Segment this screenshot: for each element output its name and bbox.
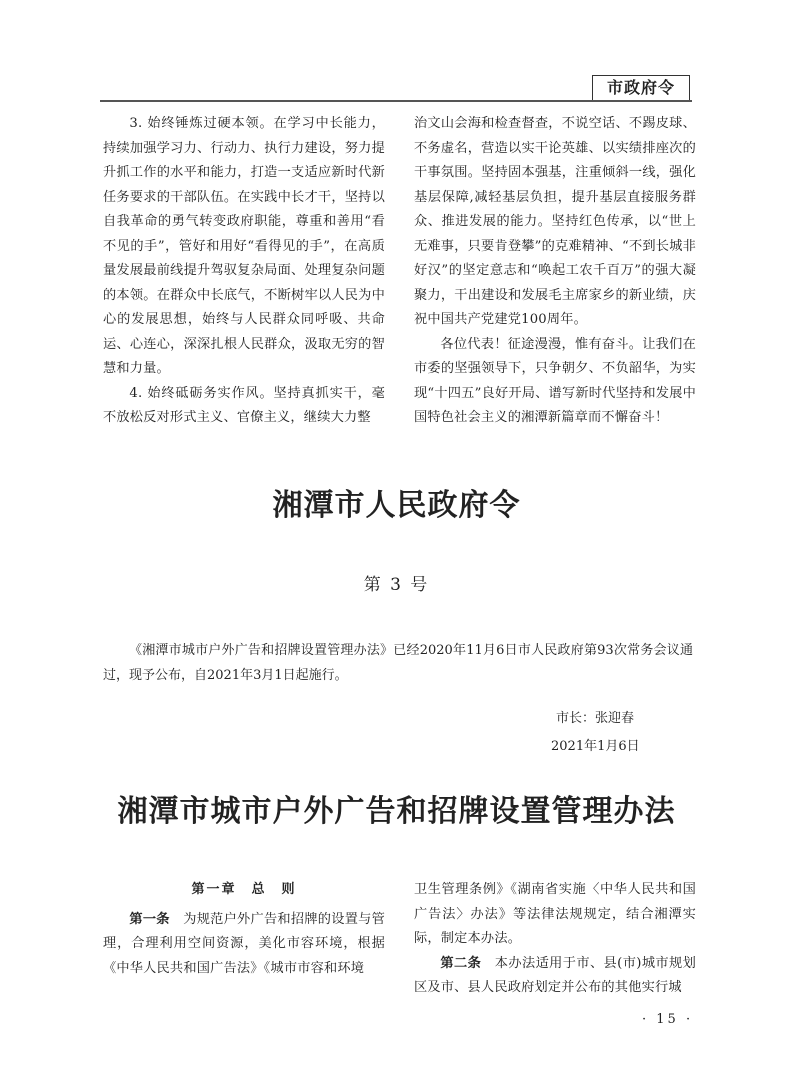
article-1-lead: 第一条	[129, 911, 170, 927]
article-2	[414, 952, 696, 1001]
decree-number: 第 3 号	[363, 575, 430, 595]
decree-announcement	[103, 638, 693, 688]
regulation-left-column	[103, 878, 385, 981]
article-2-lead: 第二条	[440, 955, 482, 971]
left-paragraph-2: 4. 始终砥砺务实作风。坚持真抓实干，毫不放松反对形式主义、官僚主义，继续大力整	[103, 385, 385, 425]
announcement-text: 《湘潭市城市户外广告和招牌设置管理办法》已经2020年11月6日市人民政府第93次常务会议通过，现予公布，自2021年3月1日起施行。	[103, 643, 693, 683]
decree-signer: 市长：张迎春	[556, 711, 635, 726]
decree-title: 湘潭市人民政府令	[272, 488, 521, 523]
regulation-title: 湘潭市城市户外广告和招牌设置管理办法	[117, 794, 676, 829]
right-paragraph-1: 治文山会海和检查督查，不说空话、不踢皮球、不务虚名，营造以实干论英雄、以实绩排座次的干事氛围。坚持固本强基，注重倾斜一线，强化基层保障,减轻基层负担，提升基层直接服务群众、推进发展的能力。坚持红色传承，以“世上无难事，只要肯登攀”的克难精神、“不到长城非好汉”的坚定意志和“唤起工农千百万”的强大凝聚力，干出建设和发展毛主席家乡的新业绩，庆祝中国共产党建党100周年。	[414, 116, 696, 327]
left-paragraph-1: 3. 始终锤炼过硬本领。在学习中长能力，持续加强学习力、行动力、执行力建设，努力提升抓工作的水平和能力，打造一支适应新时代新任务要求的干部队伍。在实践中长才干，坚持以自我革命的勇气转变政府职能，尊重和善用“看不见的手”，管好和用好“看得见的手”，在高质量发展最前线提升驾驭复杂局面、处理复杂问题的本领。在群众中长底气，不断树牢以人民为中心的发展思想，始终与人民群众同呼吸、共命运、心连心，深深扎根人民群众，汲取无穷的智慧和力量。	[103, 116, 385, 376]
right-paragraph-2: 各位代表！征途漫漫，惟有奋斗。让我们在市委的坚强领导下，只争朝夕、不负韶华，为实现“十四五”良好开局、谱写新时代坚持和发展中国特色社会主义的湘潭新篇章而不懈奋斗！	[414, 336, 696, 425]
article-1-continued: 卫生管理条例》《湖南省实施〈中华人民共和国广告法〉办法》等法律法规规定，结合湘潭实际，制定本办法。	[414, 882, 696, 946]
left-column	[103, 112, 385, 431]
article-1	[103, 908, 385, 982]
regulation-right-column	[414, 878, 696, 1001]
right-column	[414, 112, 696, 431]
article-2-text: 本办法适用于市、县(市)城市规划区及市、县人民政府划定并公布的其他实行城	[414, 955, 697, 995]
decree-date: 2021年1月6日	[551, 739, 640, 754]
chapter-title: 第一章 总 则	[191, 882, 297, 897]
header-rule	[100, 100, 692, 102]
article-1-text: 为规范户外广告和招牌的设置与管理，合理利用空间资源，美化市容环境，根据《中华人民共和国广告法》《城市市容和环境	[103, 911, 386, 976]
section-tag: 市政府令	[592, 75, 690, 101]
page-number: · 15 ·	[642, 1012, 694, 1027]
